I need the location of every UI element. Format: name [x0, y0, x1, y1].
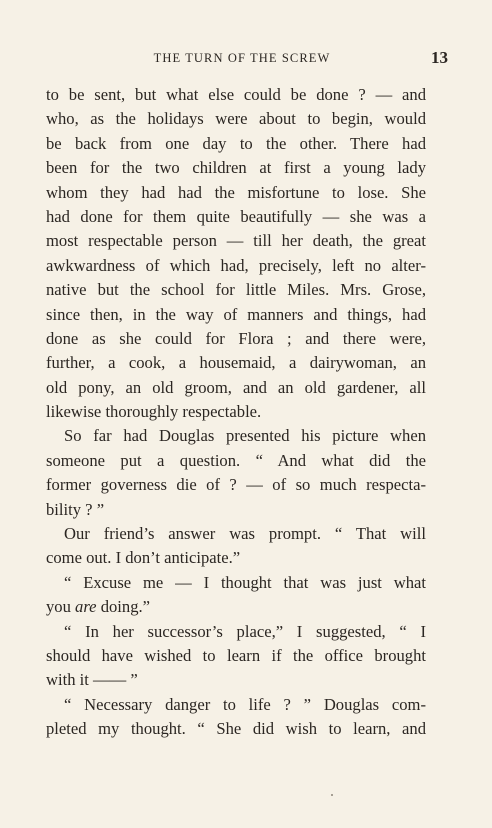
- page-number: 13: [431, 48, 448, 67]
- text-line: should have wished to learn if the office brought: [46, 645, 426, 665]
- text-line: further, a cook, a housemaid, a dairywoman, an: [46, 353, 426, 373]
- text-line: who, as the holidays were about to begin, would: [46, 109, 426, 129]
- text-line: pleted my thought. “ She did wish to learn, and: [46, 719, 426, 739]
- text-line: likewise thoroughly respectable.: [46, 402, 262, 422]
- text-line: Our friend’s answer was prompt. “ That will: [64, 524, 426, 544]
- text-line: to be sent, but what else could be done ? — and: [46, 85, 426, 104]
- text-line: former governess die of ? — of so much respecta-: [46, 475, 426, 495]
- running-head: [46, 48, 448, 68]
- text-line: bility ? ”: [46, 499, 105, 519]
- text-line: “ In her successor’s place,” I suggested, “ I: [64, 621, 426, 641]
- text-line: had done for them quite beautifully — she was a: [46, 206, 426, 226]
- emphasis: are: [75, 597, 97, 617]
- paper-speck: [331, 794, 333, 796]
- text-line: “ Excuse me — I thought that was just what: [64, 572, 426, 592]
- text-line: with it —— ”: [46, 670, 138, 690]
- text-line: been for the two children at first a young lady: [46, 158, 426, 178]
- text-line: “ Necessary danger to life ? ” Douglas com-: [64, 694, 426, 714]
- text-line: awkwardness of which had, precisely, left no alter-: [46, 255, 426, 275]
- text-line: done as she could for Flora ; and there were,: [46, 328, 426, 348]
- text-line: most respectable person — till her death, the great: [46, 231, 426, 251]
- text-line: since then, in the way of manners and things, had: [46, 304, 426, 324]
- text-line: native but the school for little Miles. Mrs. Grose,: [46, 280, 426, 300]
- text-line: whom they had had the misfortune to lose. She: [46, 182, 426, 202]
- body-text: [46, 83, 426, 742]
- text-line: be back from one day to the other. There had: [46, 133, 426, 153]
- text-line: you are doing.”: [46, 597, 151, 617]
- text-line: come out. I don’t anticipate.”: [46, 548, 241, 568]
- text-line: So far had Douglas presented his picture when: [64, 426, 426, 446]
- text-line: someone put a question. “ And what did the: [46, 450, 426, 470]
- text-line: old pony, an old groom, and an old gardener, all: [46, 377, 426, 397]
- running-title: THE TURN OF THE SCREW: [153, 51, 331, 65]
